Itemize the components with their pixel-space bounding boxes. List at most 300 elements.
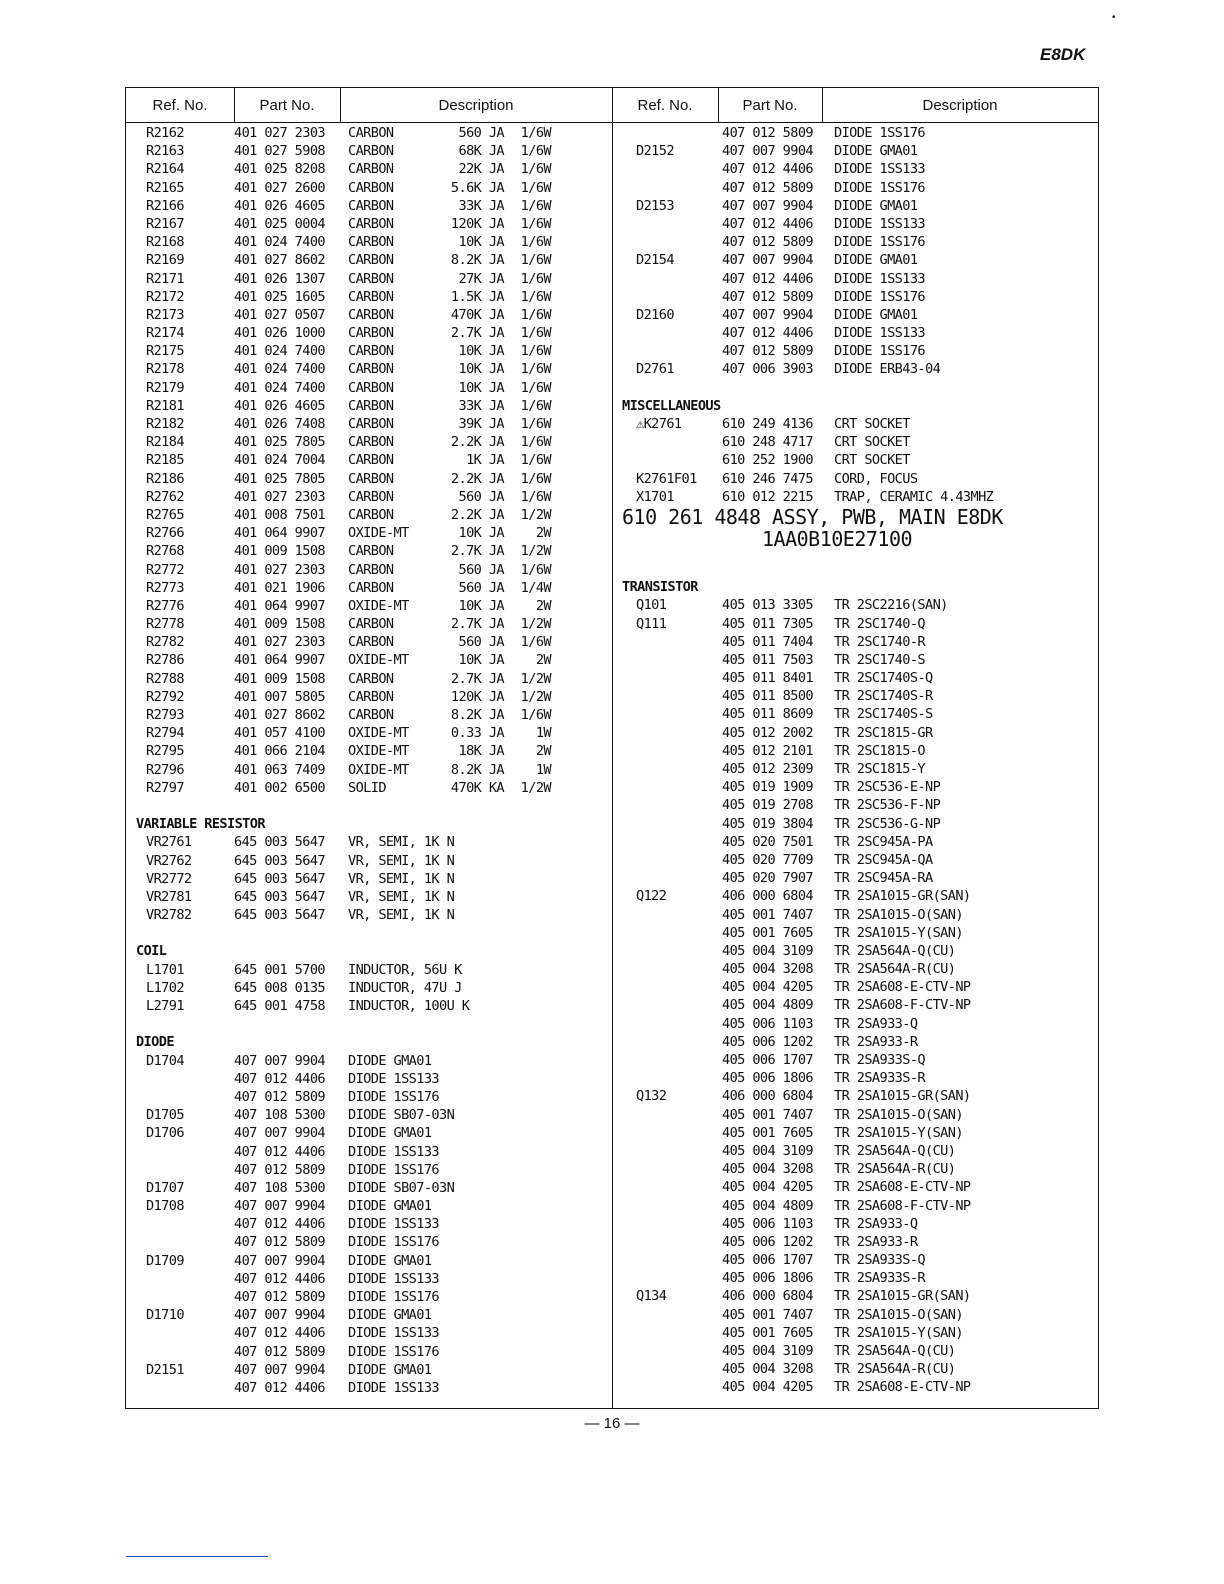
description: TR 2SA564A-R(CU) <box>834 1161 956 1178</box>
description: DIODE 1SS133 <box>348 1216 440 1233</box>
part-no: 407 007 9904 <box>722 252 814 269</box>
part-no: 405 006 1202 <box>722 1233 814 1250</box>
part-no: 401 025 7805 <box>234 434 326 451</box>
description: TR 2SA933-Q <box>834 1015 918 1032</box>
part-no: 401 009 1508 <box>234 670 326 687</box>
part-no: 407 007 9904 <box>722 306 814 323</box>
description: TR 2SA933S-R <box>834 1070 926 1087</box>
table-row <box>136 1161 606 1179</box>
part-no: 405 001 7605 <box>722 1324 814 1341</box>
value: 27K JA <box>458 270 504 287</box>
value: 2.2K JA <box>450 506 504 523</box>
part-no: 407 012 5809 <box>234 1289 326 1305</box>
part-no: 407 012 5809 <box>234 1343 326 1360</box>
ref-no: R2793 <box>146 707 184 723</box>
table-row <box>622 1215 1092 1233</box>
table-row <box>136 488 606 506</box>
table-row <box>136 397 606 415</box>
value: 560 JA <box>458 561 504 578</box>
value: 5.6K JA <box>450 179 504 196</box>
part-no: 401 027 5908 <box>234 143 326 160</box>
description: OXIDE-MT <box>348 743 409 760</box>
table-row <box>622 1124 1092 1142</box>
description: CARBON <box>348 125 394 141</box>
part-no: 407 007 9904 <box>234 1198 326 1215</box>
ref-no: R2182 <box>146 416 184 432</box>
value: 33K JA <box>458 197 504 214</box>
part-no: 405 004 3109 <box>722 1343 814 1359</box>
ref-no: R2792 <box>146 688 184 705</box>
assembly-code: 1AA0B10E27100 <box>762 526 913 551</box>
wattage: 1/4W <box>520 579 551 596</box>
part-no: 401 024 7400 <box>234 379 326 396</box>
table-row <box>136 215 606 233</box>
table-row <box>136 615 606 633</box>
table-row <box>622 488 1092 506</box>
wattage: 1/6W <box>520 161 551 178</box>
value: 0.33 JA <box>450 725 504 742</box>
table-row <box>622 324 1092 342</box>
description: DIODE GMA01 <box>348 1252 432 1269</box>
part-no: 407 012 4406 <box>234 1325 326 1342</box>
table-row <box>622 1269 1092 1287</box>
wattage: 1/2W <box>520 779 551 796</box>
description: CARBON <box>348 215 394 232</box>
description: DIODE 1SS133 <box>834 325 926 342</box>
wattage: 1/2W <box>520 506 551 523</box>
part-no: 407 012 4406 <box>234 1270 326 1287</box>
description: SOLID <box>348 779 386 796</box>
table-row <box>136 761 606 779</box>
table-row <box>622 1087 1092 1105</box>
part-no: 401 026 4605 <box>234 197 326 214</box>
ref-no: R2166 <box>146 197 184 214</box>
description: DIODE 1SS176 <box>834 179 926 196</box>
part-no: 407 012 5809 <box>234 1234 326 1251</box>
value: 470K JA <box>450 306 504 323</box>
part-no: 610 246 7475 <box>722 470 814 487</box>
table-row <box>622 306 1092 324</box>
table-row <box>622 270 1092 288</box>
table-row <box>622 360 1092 378</box>
ref-no: D1709 <box>146 1252 184 1269</box>
description: DIODE 1SS133 <box>348 1379 440 1396</box>
wattage: 1/6W <box>520 343 551 360</box>
part-no: 401 064 9907 <box>234 597 326 614</box>
table-row <box>622 869 1092 887</box>
wattage: 1/2W <box>520 543 551 560</box>
header-ref-left: Ref. No. <box>152 97 208 114</box>
part-no: 406 000 6804 <box>722 1088 814 1105</box>
part-no: 401 064 9907 <box>234 525 326 542</box>
table-row <box>136 542 606 560</box>
description: DIODE GMA01 <box>348 1125 432 1142</box>
part-no: 401 027 2303 <box>234 488 326 505</box>
table-row <box>622 470 1092 488</box>
table-row <box>622 1324 1092 1342</box>
table-row <box>622 124 1092 142</box>
part-no: 401 008 7501 <box>234 506 326 523</box>
wattage: 1/6W <box>520 143 551 160</box>
table-row <box>136 251 606 269</box>
table-row <box>136 1088 606 1106</box>
description: DIODE 1SS176 <box>348 1289 440 1305</box>
table-row <box>622 1251 1092 1269</box>
ref-no: R2788 <box>146 670 184 687</box>
table-row <box>622 796 1092 814</box>
description: TR 2SA933S-Q <box>834 1052 926 1068</box>
description: DIODE 1SS133 <box>348 1325 440 1342</box>
part-no: 401 026 1307 <box>234 270 326 287</box>
part-no: 407 007 9904 <box>234 1361 326 1378</box>
part-no: 405 012 2002 <box>722 724 814 741</box>
description: DIODE GMA01 <box>834 197 918 214</box>
description: CARBON <box>348 506 394 523</box>
part-no: 407 007 9904 <box>234 1125 326 1142</box>
table-row <box>622 415 1092 433</box>
ref-no: L1701 <box>146 961 184 978</box>
ref-no: Q101 <box>636 597 667 614</box>
value: 560 JA <box>458 488 504 505</box>
part-no: 407 012 4406 <box>722 325 814 342</box>
part-no: 645 003 5647 <box>234 870 326 887</box>
part-no: 401 026 7408 <box>234 416 326 432</box>
assembly-title: 610 261 4848 ASSY, PWB, MAIN E8DK <box>622 504 1003 529</box>
description: CARBON <box>348 634 394 651</box>
ref-no: R2172 <box>146 288 184 305</box>
value: 560 JA <box>458 634 504 651</box>
description: TR 2SA608-F-CTV-NP <box>834 997 971 1014</box>
table-row <box>136 852 606 870</box>
table-row <box>622 197 1092 215</box>
wattage: 1/6W <box>520 452 551 469</box>
part-no: 405 020 7709 <box>722 851 814 868</box>
table-row <box>622 960 1092 978</box>
part-no: 401 009 1508 <box>234 616 326 633</box>
part-no: 407 012 4406 <box>234 1070 326 1087</box>
part-no: 401 024 7400 <box>234 234 326 251</box>
description: CARBON <box>348 343 394 360</box>
value: 10K JA <box>458 525 504 542</box>
table-row <box>622 1378 1092 1396</box>
table-row <box>622 251 1092 269</box>
part-no: 401 026 4605 <box>234 397 326 414</box>
part-no: 401 027 2303 <box>234 125 326 141</box>
ref-no: R2797 <box>146 779 184 796</box>
ref-no: R2163 <box>146 143 184 160</box>
table-row <box>622 215 1092 233</box>
table-row <box>136 1215 606 1233</box>
part-no: 407 007 9904 <box>234 1307 326 1324</box>
part-no: 405 001 7605 <box>722 924 814 941</box>
value: 8.2K JA <box>450 707 504 723</box>
ref-no: Q132 <box>636 1088 667 1105</box>
ref-no: R2794 <box>146 725 184 742</box>
table-row <box>136 360 606 378</box>
value: 10K JA <box>458 597 504 614</box>
part-no: 401 027 8602 <box>234 252 326 269</box>
part-no: 401 025 1605 <box>234 288 326 305</box>
table-row <box>136 1288 606 1306</box>
description: DIODE GMA01 <box>348 1052 432 1069</box>
description: CARBON <box>348 670 394 687</box>
part-no: 405 004 3109 <box>722 1142 814 1159</box>
ref-no: K2761F01 <box>636 470 697 487</box>
description: TR 2SC1740S-S <box>834 706 933 723</box>
wattage: 2W <box>535 525 551 542</box>
part-no: 405 006 1103 <box>722 1215 814 1232</box>
part-no: 405 006 1707 <box>722 1052 814 1068</box>
description: CARBON <box>348 270 394 287</box>
table-row <box>136 870 606 888</box>
description: OXIDE-MT <box>348 652 409 669</box>
description: DIODE GMA01 <box>834 143 918 160</box>
value: 120K JA <box>450 215 504 232</box>
table-row <box>136 1052 606 1070</box>
wattage: 2W <box>535 743 551 760</box>
table-row <box>622 1033 1092 1051</box>
table-row <box>622 342 1092 360</box>
description: TR 2SA1015-O(SAN) <box>834 906 963 923</box>
table-row <box>136 306 606 324</box>
table-row <box>622 179 1092 197</box>
part-no: 401 024 7004 <box>234 452 326 469</box>
table-row <box>136 961 606 979</box>
part-no: 407 108 5300 <box>234 1107 326 1124</box>
description: OXIDE-MT <box>348 725 409 742</box>
part-no: 401 002 6500 <box>234 779 326 796</box>
part-no: 407 012 4406 <box>234 1379 326 1396</box>
description: CARBON <box>348 688 394 705</box>
part-no: 401 007 5805 <box>234 688 326 705</box>
description: CARBON <box>348 452 394 469</box>
table-row <box>136 524 606 542</box>
ref-no: D2152 <box>636 143 674 160</box>
table-row <box>622 1051 1092 1069</box>
wattage: 1/6W <box>520 379 551 396</box>
header-desc-right: Description <box>922 97 998 114</box>
ref-no: D2160 <box>636 306 674 323</box>
ref-no: R2768 <box>146 543 184 560</box>
table-row <box>136 979 606 997</box>
table-row <box>622 724 1092 742</box>
description: CARBON <box>348 143 394 160</box>
value: 2.2K JA <box>450 434 504 451</box>
description: TRAP, CERAMIC 4.43MHZ <box>834 488 994 505</box>
table-row <box>136 779 606 797</box>
table-row <box>622 596 1092 614</box>
ref-no: VR2781 <box>146 888 192 905</box>
part-no: 405 004 3208 <box>722 1161 814 1178</box>
table-row <box>622 1015 1092 1033</box>
ref-no: R2773 <box>146 579 184 596</box>
table-row <box>622 887 1092 905</box>
blank-row <box>622 379 1092 397</box>
part-no: 405 019 1909 <box>722 779 814 796</box>
left-parts-list <box>136 124 606 1397</box>
section-heading: DIODE <box>136 1034 174 1051</box>
wattage: 1/2W <box>520 616 551 633</box>
description: VR, SEMI, 1K N <box>348 834 455 851</box>
wattage: 1/6W <box>520 634 551 651</box>
table-row <box>622 906 1092 924</box>
description: TR 2SA608-E-CTV-NP <box>834 979 971 996</box>
part-no: 405 004 4809 <box>722 1197 814 1214</box>
description: TR 2SC1740-Q <box>834 615 926 632</box>
part-no: 407 012 5809 <box>722 288 814 305</box>
description: CARBON <box>348 161 394 178</box>
table-row <box>136 270 606 288</box>
table-row <box>622 1360 1092 1378</box>
table-row <box>622 1342 1092 1360</box>
description: CARBON <box>348 179 394 196</box>
table-row <box>136 1324 606 1342</box>
description: TR 2SA1015-GR(SAN) <box>834 1288 971 1305</box>
description: TR 2SC1815-Y <box>834 761 926 777</box>
table-row <box>622 433 1092 451</box>
table-row <box>622 760 1092 778</box>
wattage: 1/6W <box>520 488 551 505</box>
table-row <box>622 288 1092 306</box>
part-no: 407 007 9904 <box>234 1052 326 1069</box>
ref-no: Q134 <box>636 1288 667 1305</box>
ref-no: R2181 <box>146 397 184 414</box>
value: 2.7K JA <box>450 325 504 342</box>
description: DIODE 1SS176 <box>348 1343 440 1360</box>
table-row <box>622 1233 1092 1251</box>
header-divider <box>340 88 341 122</box>
description: TR 2SC945A-RA <box>834 870 933 887</box>
wattage: 1/6W <box>520 270 551 287</box>
description: CORD, FOCUS <box>834 470 918 487</box>
ref-no: D1710 <box>146 1307 184 1324</box>
table-row <box>136 1343 606 1361</box>
blank-row <box>136 1015 606 1033</box>
description: DIODE 1SS176 <box>834 288 926 305</box>
ref-no: R2167 <box>146 215 184 232</box>
blank-row <box>622 560 1092 578</box>
ref-no: D2154 <box>636 252 674 269</box>
ref-no: R2185 <box>146 452 184 469</box>
part-no: 405 013 3305 <box>722 597 814 614</box>
ref-no: R2169 <box>146 252 184 269</box>
wattage: 1/6W <box>520 179 551 196</box>
ref-no: D2761 <box>636 361 674 378</box>
ref-no: Q122 <box>636 888 667 905</box>
part-no: 407 012 4406 <box>234 1143 326 1160</box>
part-no: 401 025 0004 <box>234 215 326 232</box>
value: 470K KA <box>450 779 504 796</box>
value: 2.7K JA <box>450 670 504 687</box>
description: TR 2SC2216(SAN) <box>834 597 948 614</box>
table-row <box>136 561 606 579</box>
description: DIODE ERB43-04 <box>834 361 941 378</box>
ref-no: X1701 <box>636 488 674 505</box>
ref-no: VR2782 <box>146 907 192 924</box>
part-no: 405 011 8401 <box>722 670 814 687</box>
value: 2.2K JA <box>450 470 504 487</box>
part-no: 407 012 4406 <box>722 215 814 232</box>
description: CARBON <box>348 561 394 578</box>
description: TR 2SC536-G-NP <box>834 815 941 832</box>
wattage: 1/6W <box>520 416 551 432</box>
description: DIODE 1SS133 <box>348 1270 440 1287</box>
table-row <box>622 1142 1092 1160</box>
table-row <box>136 1379 606 1397</box>
page-number: — 16 — <box>584 1415 640 1432</box>
table-row <box>622 1178 1092 1196</box>
description: CARBON <box>348 197 394 214</box>
part-no: 407 108 5300 <box>234 1179 326 1196</box>
value: 39K JA <box>458 416 504 432</box>
table-row <box>622 142 1092 160</box>
header-divider <box>234 88 235 122</box>
table-row <box>136 342 606 360</box>
part-no: 405 019 2708 <box>722 797 814 814</box>
table-row <box>136 506 606 524</box>
table-row <box>622 651 1092 669</box>
part-no: 401 026 1000 <box>234 325 326 342</box>
description: OXIDE-MT <box>348 525 409 542</box>
table-row <box>136 997 606 1015</box>
ref-no: L2791 <box>146 998 184 1014</box>
part-no: 401 027 2303 <box>234 634 326 651</box>
description: DIODE 1SS176 <box>348 1234 440 1251</box>
table-row <box>622 233 1092 251</box>
description: TR 2SA933S-R <box>834 1270 926 1287</box>
part-no: 401 027 2303 <box>234 561 326 578</box>
value: 10K JA <box>458 234 504 251</box>
table-row <box>136 233 606 251</box>
description: CARBON <box>348 488 394 505</box>
wattage: 1/6W <box>520 197 551 214</box>
value: 2.7K JA <box>450 543 504 560</box>
ref-no: R2174 <box>146 325 184 342</box>
table-row <box>136 1143 606 1161</box>
part-no: 407 012 4406 <box>234 1216 326 1233</box>
table-row <box>622 1197 1092 1215</box>
ref-no: D1706 <box>146 1125 184 1142</box>
description: CARBON <box>348 470 394 487</box>
part-no: 407 012 5809 <box>722 343 814 360</box>
part-no: 405 004 4205 <box>722 979 814 996</box>
description: TR 2SC1815-O <box>834 742 926 759</box>
part-no: 401 027 2600 <box>234 179 326 196</box>
ref-no: D2151 <box>146 1361 184 1378</box>
wattage: 1W <box>535 761 551 778</box>
part-no: 405 004 3208 <box>722 1361 814 1378</box>
table-row <box>136 597 606 615</box>
part-no: 405 006 1103 <box>722 1015 814 1032</box>
description: CARBON <box>348 252 394 269</box>
description: VR, SEMI, 1K N <box>348 870 455 887</box>
description: DIODE GMA01 <box>834 252 918 269</box>
description: CRT SOCKET <box>834 416 910 432</box>
table-row <box>622 942 1092 960</box>
table-row <box>136 433 606 451</box>
table-row <box>136 324 606 342</box>
table-row <box>136 160 606 178</box>
part-no: 407 007 9904 <box>722 143 814 160</box>
part-no: 401 025 8208 <box>234 161 326 178</box>
part-no: 610 248 4717 <box>722 434 814 451</box>
wattage: 1/2W <box>520 670 551 687</box>
header-desc-left: Description <box>438 97 514 114</box>
ref-no: R2178 <box>146 361 184 378</box>
parts-table <box>125 87 1099 1409</box>
description: TR 2SA933S-Q <box>834 1252 926 1269</box>
description: TR 2SA1015-GR(SAN) <box>834 1088 971 1105</box>
